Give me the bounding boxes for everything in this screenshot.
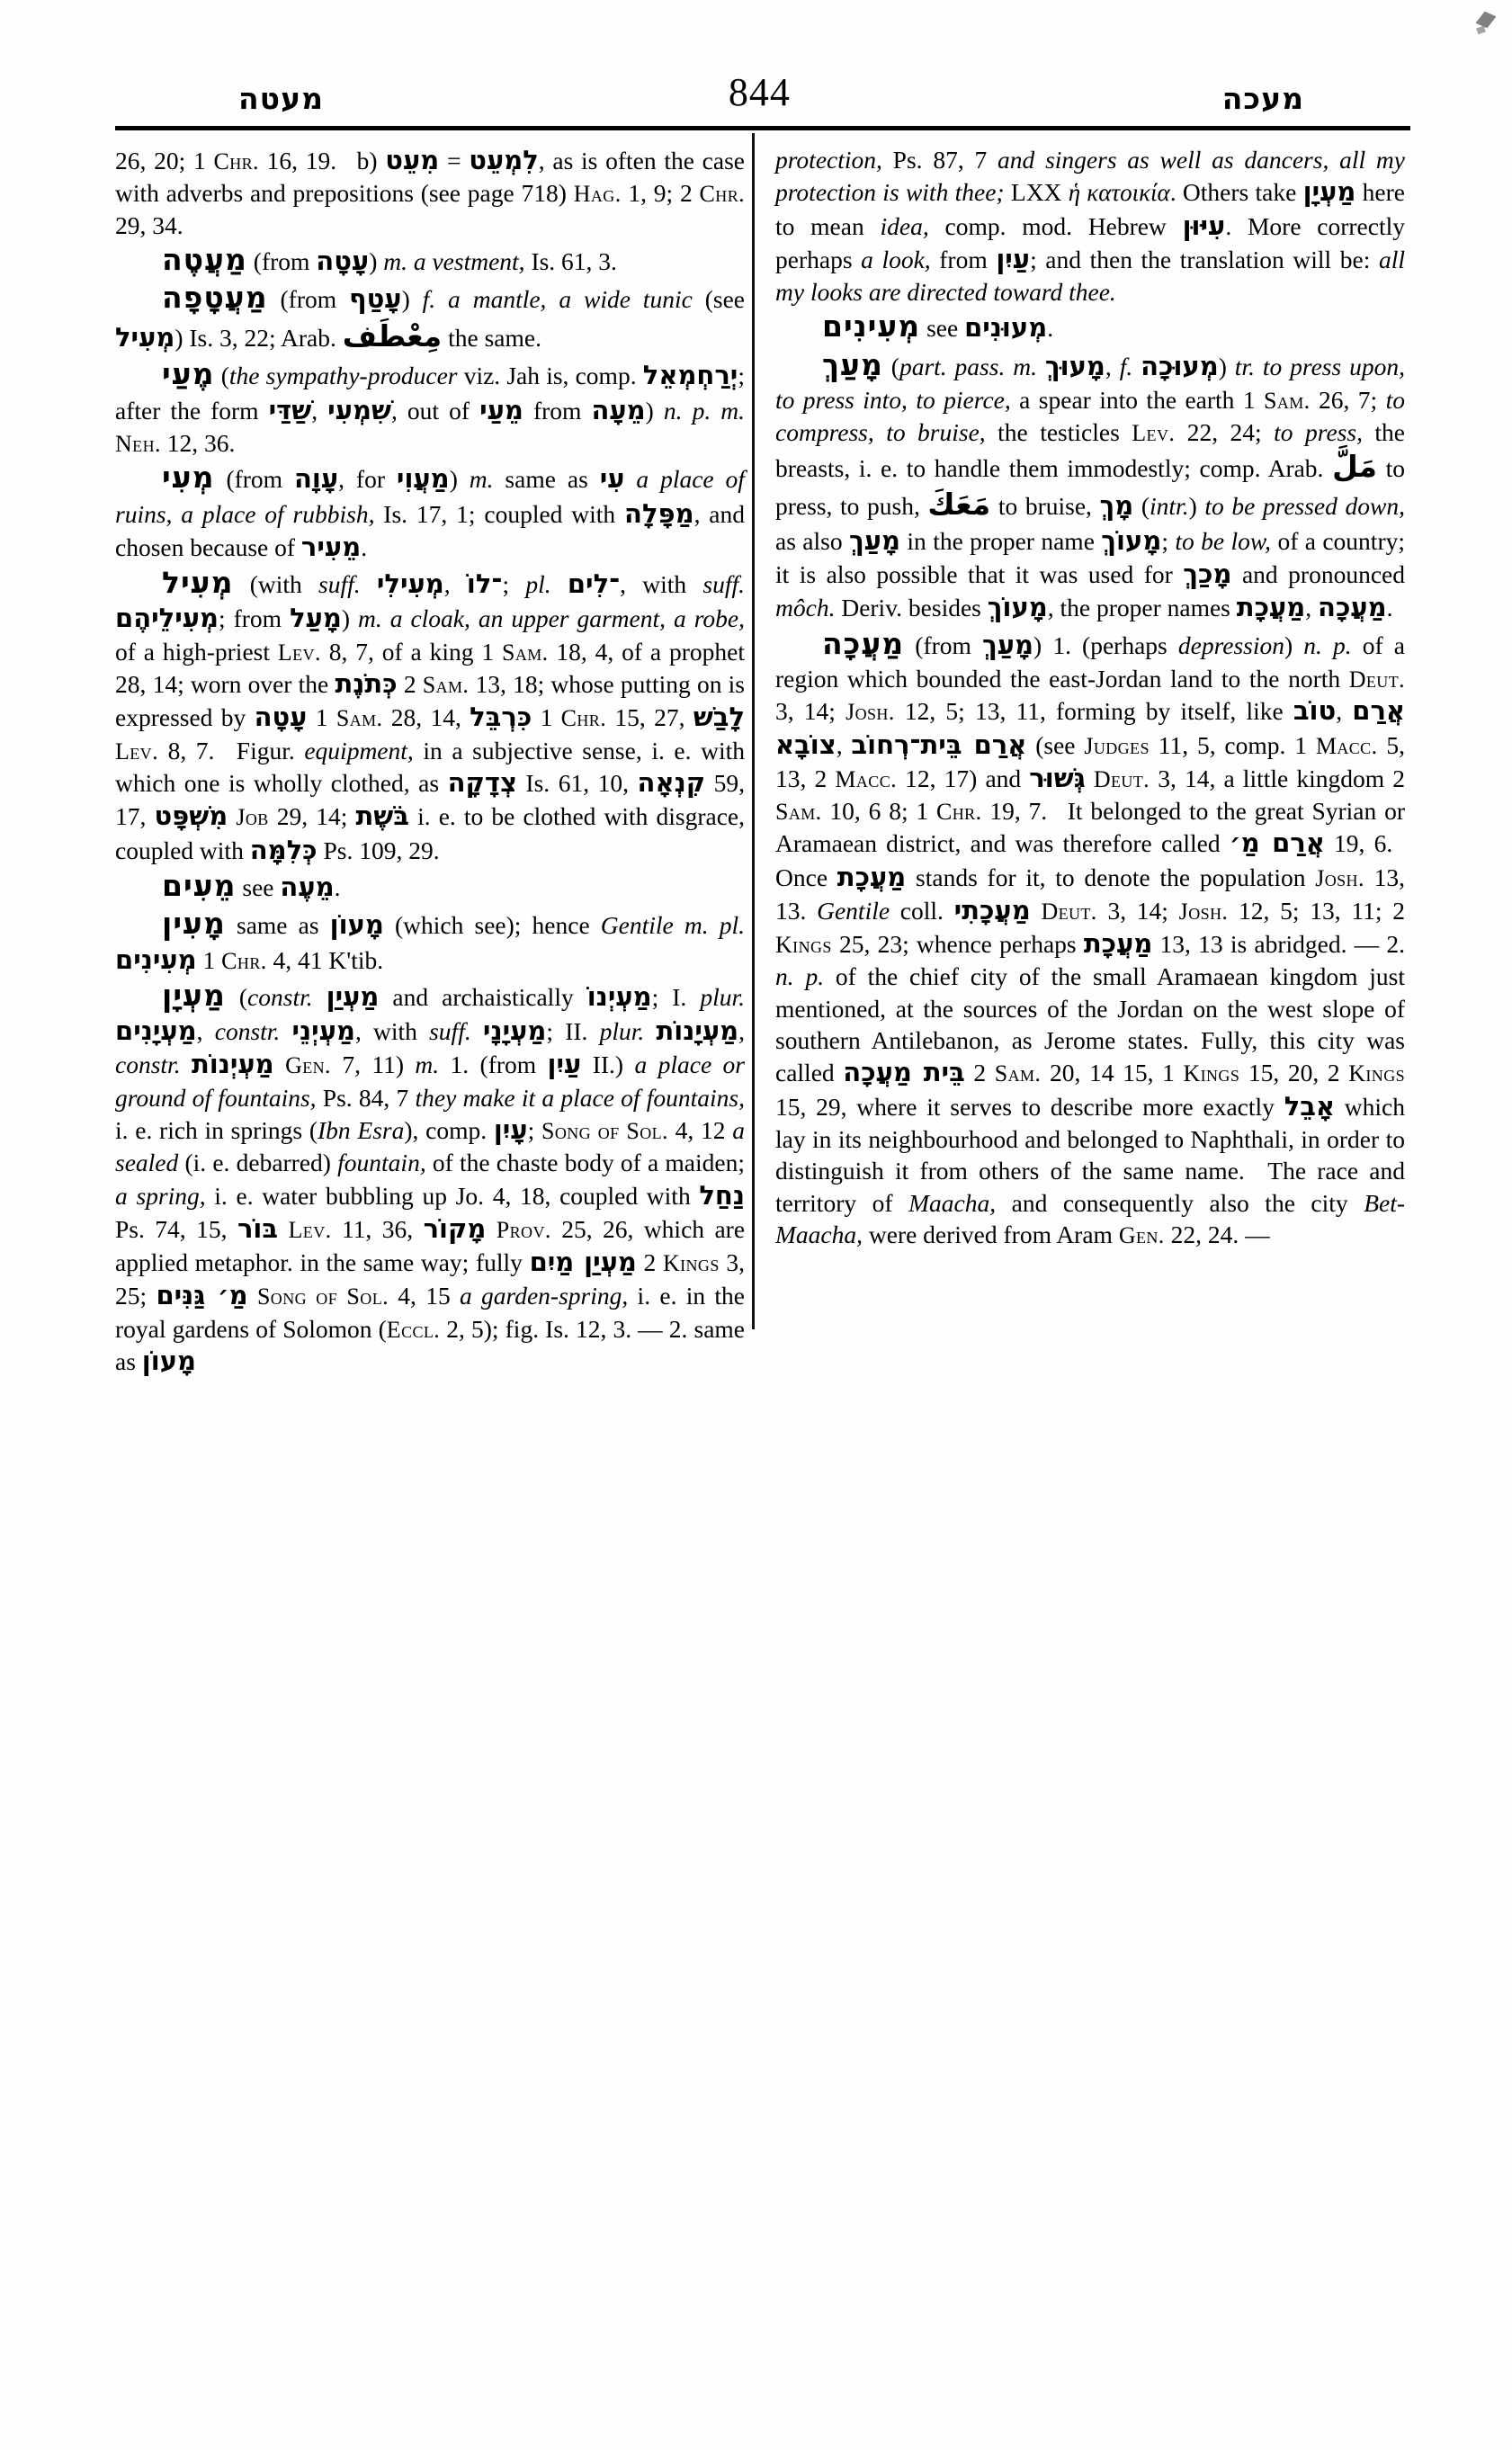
hebrew-word: מַעְיַן: [326, 980, 380, 1012]
italic-gloss: pl.: [525, 570, 551, 599]
italic-gloss: depression: [1177, 630, 1284, 659]
dictionary-entry: מְעִינִים see מְעוּנִים.: [822, 308, 1054, 344]
italic-gloss: suff.: [702, 570, 746, 599]
italic-gloss: a place or ground of fountains,: [115, 1051, 745, 1112]
hebrew-word: מַעְיָנָי: [482, 1015, 547, 1047]
hebrew-word: עָטַף: [349, 283, 402, 315]
italic-gloss: equipment,: [304, 736, 414, 765]
italic-gloss: n. p. m.: [663, 396, 746, 425]
italic-gloss: f.: [1119, 352, 1133, 380]
scripture-reference: Macc.: [1315, 732, 1378, 759]
italic-gloss: n. p.: [1303, 630, 1352, 659]
column-divider-rule: [752, 133, 755, 1329]
hebrew-word: שַׁדַּי: [268, 394, 312, 425]
entry-headword: מַעֲכָה: [822, 625, 905, 661]
hebrew-word: ־לוֹ: [466, 568, 503, 600]
italic-gloss: a spring,: [115, 1181, 206, 1210]
italic-gloss: plur.: [599, 1017, 645, 1046]
hebrew-word: מַעְיְנוֹת: [191, 1049, 274, 1080]
dictionary-entry: מָעַךְ (part. pass. m. מָעוּךְ, f. מְעוּכָה) tr. to press upon, to press into, to pierce, a spear into the earth 1 Sam. 26, 7; to compress, to bruise, the testicles Lev. 22, 24; to press, the breasts, i. e. to handle them immodestly; comp. Arab. مَلَّ to press, to push, مَعَكَ to bruise, מָךְ (intr.) to be pressed down, as also מָעַךְ in the proper name מָעוֹךְ; to be low, of a country; it is also possible that it was used for מָכַךְ and pronounced môch. Deriv. besides מָעוֹךְ, the proper names מַעֲכָת, מַעֲכָה.: [775, 346, 1406, 623]
entry-headword: מַעְיָן: [162, 977, 226, 1013]
italic-gloss: part. pass. m.: [899, 352, 1037, 380]
scripture-reference: Chr.: [699, 181, 745, 208]
hebrew-word: כִּרְבֵּל: [470, 702, 532, 733]
hebrew-word: מֵעִיר: [300, 531, 362, 562]
arabic-word: مَعَكَ: [927, 487, 991, 523]
hebrew-word: מֵעָה: [591, 394, 646, 425]
hebrew-word: מַעְיְנוֹ: [586, 980, 652, 1012]
italic-gloss: m. a vestment,: [383, 246, 525, 275]
dictionary-entry: מְעִיל (with suff. מְעִילִי, ־לוֹ; pl. ־לִים, with suff. מְעִילֵיהֶם; from מָעַל) m. a cloak, an upper garment, a robe, of a high-priest Lev. 8, 7, of a king 1 Sam. 18, 4, of a prophet 28, 14; worn over the כְּתֹנֶת 2 Sam. 13, 18; whose putting on is expressed by עָטָה 1 Sam. 28, 14, כִּרְבֵּל 1 Chr. 15, 27, לָבַשׁ Lev. 8, 7. Figur. equipment, in a subjective sense, i. e. with which one is wholly clothed, as צְדָקָה Is. 61, 10, קִנְאָה 59, 17, מִשְׁפָּט Job 29, 14; בֹּשֶׁת i. e. to be clothed with disgrace, coupled with כְּלִמָּה Ps. 109, 29.: [115, 565, 746, 865]
hebrew-word: לִמְעֵט: [469, 145, 539, 175]
hebrew-word: מַ׳ גַּנִּים: [156, 1280, 248, 1311]
hebrew-word: ־לִים: [567, 568, 621, 600]
hebrew-word: מָךְ: [1099, 490, 1134, 522]
hebrew-word: מָעוֹךְ: [1101, 524, 1162, 556]
dictionary-entry: מַעֲטָפָה (from עָטַף) f. a mantle, a wide tunic (see מְעִיל) Is. 3, 22; Arab. مِعْطَف the same.: [115, 280, 745, 353]
dictionary-entry: מַעֲטֶה (from עָטָה) m. a vestment, Is. 61, 3.: [162, 241, 617, 277]
scripture-reference: Chr.: [560, 705, 607, 732]
scripture-reference: Josh.: [1315, 864, 1364, 891]
hebrew-word: מַעְיָן: [1302, 176, 1356, 208]
italic-gloss: plur.: [700, 982, 745, 1011]
italic-gloss: suff.: [318, 570, 361, 599]
dictionary-entry: מָעִין same as מָעוֹן (which see); hence Gentile m. pl. מְעִינִים 1 Chr. 4, 41 K'tib.: [115, 906, 745, 975]
italic-gloss: a garden-spring,: [460, 1282, 629, 1310]
dictionary-entry: מַעְיָן (constr. מַעְיַן and archaistically מַעְיְנוֹ; I. plur. מַעְיָנִים, constr. מַעְיְנֵי, with suff. מַעְיָנָי; II. plur. מַעְיָנוֹת, constr. מַעְיְנוֹת Gen. 7, 11) m. 1. (from עַיִן II.) a place or ground of fountains, Ps. 84, 7 they make it a place of fountains, i. e. rich in springs (Ibn Esra), comp. עָיִן; Song of Sol. 4, 12 a sealed (i. e. debarred) fountain, of the chaste body of a maiden; a spring, i. e. water bubbling up Jo. 4, 18, coupled with נַחַל Ps. 74, 15, בּוֹר Lev. 11, 36, מָקוֹר Prov. 25, 26, which are applied metaphor. in the same way; fully מַעְיַן מַיִם 2 Kings 3, 25; מַ׳ גַּנִּים Song of Sol. 4, 15 a garden-spring, i. e. in the royal gardens of Solomon (Eccl. 2, 5); fig. Is. 12, 3. — 2. same as מָעוֹן: [115, 977, 746, 1377]
italic-gloss: Gentile: [817, 896, 890, 925]
dictionary-entry: מֵעִים see מֵעֶה.: [162, 867, 341, 903]
arabic-word: مَلَّ: [1332, 449, 1377, 484]
hebrew-word: מַעְיְנֵי: [291, 1015, 355, 1047]
scan-artifact: [1476, 12, 1497, 29]
left-text-column: [115, 144, 745, 1378]
scripture-reference: Josh.: [1178, 898, 1229, 925]
scripture-reference: Gen.: [285, 1052, 331, 1079]
hebrew-word: צְדָקָה: [447, 767, 517, 799]
hebrew-word: כְּלִמָּה: [249, 834, 318, 865]
running-head: [135, 52, 1394, 115]
scripture-reference: Deut.: [1348, 666, 1405, 693]
italic-gloss: the sympathy-producer: [228, 362, 458, 390]
scripture-reference: Kings: [1183, 1060, 1240, 1087]
scripture-reference: Job: [236, 804, 269, 831]
italic-gloss: Ibn Esra: [318, 1116, 405, 1145]
scripture-reference: Deut.: [1093, 765, 1150, 792]
entry-headword: מֵעִים: [162, 867, 237, 903]
scripture-reference: Prov.: [496, 1216, 551, 1243]
hebrew-word: מַעֲכָת: [1236, 592, 1306, 623]
italic-gloss: a place of ruins, a place of rubbish,: [115, 465, 745, 528]
greek-word: ἡ κατοικία: [1068, 179, 1170, 207]
hebrew-word: מַעֲכָה: [1318, 592, 1387, 623]
dictionary-entry: מְעִי (from עָוָה, for מַעֲוִי) m. same as עִי a place of ruins, a place of rubbish, Is. 17, 1; coupled with מַפָּלָה, and chosen because of מֵעִיר.: [115, 460, 745, 562]
scripture-reference: Sam.: [1264, 388, 1311, 415]
hebrew-word: מְעִילֵיהֶם: [115, 603, 219, 634]
running-head-right-headword: מעכה: [1221, 81, 1304, 116]
italic-gloss: a sealed: [115, 1116, 745, 1177]
italic-gloss: m.: [469, 465, 494, 494]
italic-gloss: protection,: [775, 146, 882, 174]
scripture-reference: Sam.: [336, 705, 383, 732]
hebrew-word: מָקוֹר: [423, 1212, 487, 1244]
dictionary-entry: 26, 20; 1 Chr. 16, 19. b) מִעֵט = לִמְעֵט, as is often the case with adverbs and prepositions (see page 718) Hag. 1, 9; 2 Chr. 29, 34.: [115, 145, 745, 239]
italic-gloss: idea,: [880, 211, 929, 240]
hebrew-word: מַעְיָנִים: [115, 1015, 197, 1047]
italic-gloss: a look,: [861, 245, 931, 273]
scripture-reference: Josh.: [845, 699, 895, 726]
italic-gloss: intr.: [1150, 492, 1189, 521]
hebrew-word: מַעֲכָת: [1083, 928, 1153, 960]
scripture-reference: Hag.: [573, 181, 622, 208]
hebrew-word: עָטָה: [316, 245, 370, 276]
italic-gloss: m. a cloak, an upper garment, a robe,: [358, 604, 745, 633]
scan-artifact: [1476, 26, 1486, 34]
italic-gloss: constr.: [115, 1051, 181, 1079]
dictionary-entry: מַעֲכָה (from מָעַךְ) 1. (perhaps depression) n. p. of a region which bounded the east-Jordan land to the north Deut. 3, 14; Josh. 12, 5; 13, 11, forming by itself, like טוֹב, אֲרַם צוֹבָא, אֲרַם בֵּית־רְחוֹב (see Judges 11, 5, comp. 1 Macc. 5, 13, 2 Macc. 12, 17) and גְּשׁוּר Deut. 3, 14, a little kingdom 2 Sam. 10, 6 8; 1 Chr. 19, 7. It belonged to the great Syrian or Aramaean district, and was therefore called אֲרַם מַ׳ 19, 6. Once מַעֲכָת stands for it, to denote the population Josh. 13, 13. Gentile coll. מַעֲכָתִי Deut. 3, 14; Josh. 12, 5; 13, 11; 2 Kings 25, 23; whence perhaps מַעֲכָת 13, 13 is abridged. — 2. n. p. of the chief city of the small Aramaean kingdom just mentioned, at the sources of the Jordan on the west slope of southern Antilebanon, as Jerome states. Fully, this city was called בֵּית מַעֲכָה 2 Sam. 20, 14 15, 1 Kings 15, 20, 2 Kings 15, 29, where it serves to describe more exactly אָבֵל which lay in its neighbourhood and belonged to Naphthali, in order to distinguish it from others of the same name. The race and territory of Maacha, and consequently also the city Bet-Maacha, were derived from Aram Gen. 22, 24. —: [775, 625, 1406, 1248]
italic-gloss: Bet-Maacha,: [775, 1188, 1406, 1248]
italic-gloss: n. p.: [775, 962, 825, 991]
hebrew-word: עַיִן: [996, 243, 1031, 274]
hebrew-word: אֲרַם בֵּית־רְחוֹב: [851, 729, 1027, 760]
hebrew-word: מַעֲוִי: [396, 463, 450, 495]
hebrew-word: מִשְׁפָּט: [154, 800, 228, 832]
hebrew-word: טוֹב: [1293, 695, 1337, 727]
italic-gloss: môch.: [775, 594, 836, 622]
scripture-reference: Lev.: [288, 1216, 332, 1243]
italic-gloss: tr. to press upon, to press into, to pierce,: [775, 352, 1405, 415]
italic-gloss: to compress, to bruise,: [775, 386, 1405, 446]
arabic-word: مِعْطَف: [342, 317, 443, 353]
hebrew-word: מְעִינִים: [115, 943, 197, 975]
running-head-left-headword: מעטה: [238, 81, 324, 116]
hebrew-word: קִנְאָה: [637, 767, 706, 799]
scripture-reference: Kings: [1348, 1060, 1406, 1087]
hebrew-word: כְּתֹנֶת: [335, 668, 398, 700]
hebrew-word: גְּשׁוּר: [1029, 762, 1086, 793]
hebrew-word: מָעַל: [290, 603, 342, 634]
scripture-reference: Eccl.: [386, 1316, 441, 1343]
italic-gloss: m.: [415, 1051, 440, 1079]
scripture-reference: Neh.: [115, 430, 161, 457]
italic-gloss: f. a mantle, a wide tunic: [422, 285, 693, 314]
hebrew-word: לָבַשׁ: [693, 702, 746, 733]
hebrew-word: מָעוֹךְ: [987, 592, 1048, 623]
scripture-reference: Kings: [662, 1250, 720, 1277]
hebrew-word: מָעַךְ: [849, 524, 901, 556]
entry-headword: מְעִי: [162, 460, 215, 496]
hebrew-word: יְרַחְמְאֵל: [642, 360, 738, 391]
entry-headword: מַעֲטֶה: [162, 241, 247, 277]
scripture-reference: Chr.: [213, 148, 259, 174]
scripture-reference: Song of Sol.: [256, 1283, 389, 1310]
italic-gloss: to be pressed down,: [1204, 492, 1405, 521]
dictionary-entry: protection, Ps. 87, 7 and singers as well as dancers, all my protection is with thee; LXX ἡ κατοικία. Others take מַעְיָן here to mean idea, comp. mod. Hebrew עִיּוּן. More correctly perhaps a look, from עַיִן; and then the translation will be: all my looks are directed toward thee.: [775, 146, 1406, 307]
hebrew-word: מִעֵט: [385, 145, 440, 175]
hebrew-word: נַחַל: [699, 1179, 745, 1211]
scripture-reference: Macc.: [835, 765, 898, 792]
entry-headword: מְעִינִים: [822, 308, 921, 344]
hebrew-word: מֵעֶה: [280, 871, 335, 902]
italic-gloss: to be low,: [1175, 526, 1272, 555]
scripture-reference: Sam.: [422, 672, 470, 699]
italic-gloss: Maacha,: [908, 1188, 997, 1217]
hebrew-word: עָטָה: [254, 702, 308, 733]
italic-gloss: constr.: [247, 982, 313, 1011]
scripture-reference: Sam.: [501, 639, 549, 666]
hebrew-word: מֵעַי: [479, 394, 523, 425]
scripture-reference: Sam.: [994, 1060, 1042, 1087]
italic-gloss: all my looks are directed toward thee.: [775, 245, 1405, 307]
hebrew-word: מָכַךְ: [1183, 559, 1232, 590]
italic-gloss: to press,: [1274, 417, 1363, 446]
italic-gloss: constr.: [214, 1017, 281, 1046]
hebrew-word: מָעוֹן: [141, 1346, 197, 1377]
hebrew-word: מַעְיָנוֹת: [656, 1015, 739, 1047]
scripture-reference: Sam.: [775, 799, 822, 826]
hebrew-word: עִיּוּן: [1182, 210, 1226, 241]
scripture-reference: Chr.: [936, 799, 982, 826]
italic-gloss: they make it a place of fountains,: [415, 1083, 746, 1112]
hebrew-word: מָעוֹן: [329, 909, 384, 941]
scripture-reference: Lev.: [277, 639, 321, 666]
hebrew-word: מָעוּךְ: [1044, 350, 1105, 381]
italic-gloss: suff.: [429, 1017, 471, 1046]
entry-headword: מֶעַי: [162, 356, 215, 392]
hebrew-word: מַפָּלָה: [624, 497, 694, 529]
dictionary-entry: מֶעַי (the sympathy-producer viz. Jah is, comp. יְרַחְמְאֵל; after the form שַׁדַּי, שִׁמְעִי, out of מֵעַי from מֵעָה) n. p. m. Neh. 12, 36.: [115, 356, 746, 457]
italic-gloss: Gentile m. pl.: [600, 911, 745, 940]
page-number: 844: [728, 70, 791, 114]
hebrew-word: מַעְיַן מַיִם: [529, 1247, 637, 1278]
hebrew-word: אֲרַם צוֹבָא: [775, 695, 1406, 760]
hebrew-word: מְעִיל: [115, 321, 175, 353]
scripture-reference: Kings: [775, 932, 832, 959]
scripture-reference: Chr.: [221, 947, 267, 974]
hebrew-word: מְעוּכָה: [1141, 350, 1219, 381]
hebrew-word: מְעִילִי: [376, 568, 444, 600]
scripture-reference: Judges: [1084, 732, 1150, 759]
hebrew-word: בּוֹר: [237, 1212, 279, 1244]
hebrew-word: עִי: [599, 463, 625, 495]
scripture-reference: Song of Sol.: [541, 1118, 668, 1145]
scripture-reference: Deut.: [1041, 898, 1097, 925]
hebrew-word: שִׁמְעִי: [327, 394, 391, 425]
scripture-reference: Lev.: [1132, 419, 1176, 446]
hebrew-word: עַיִן: [547, 1049, 582, 1080]
hebrew-word: בֹּשֶׁת: [355, 800, 409, 832]
hebrew-word: מַעֲכָתִי: [953, 894, 1031, 925]
header-rule: [115, 126, 1410, 130]
hebrew-word: מַעֲכָת: [837, 861, 907, 892]
hebrew-word: עָיִן: [493, 1114, 528, 1146]
hebrew-word: מָעַךְ: [982, 629, 1034, 660]
italic-gloss: fountain,: [337, 1149, 426, 1177]
scripture-reference: Gen.: [1118, 1221, 1165, 1248]
hebrew-word: אָבֵל: [1284, 1090, 1336, 1122]
italic-gloss: and singers as well as dancers, all my protection is with thee;: [775, 146, 1405, 207]
scripture-reference: Lev.: [115, 738, 158, 765]
hebrew-word: עָוָה: [293, 463, 339, 495]
entry-headword: מַעֲטָפָה: [162, 280, 268, 316]
hebrew-word: בֵּית מַעֲכָה: [843, 1057, 965, 1088]
entry-headword: מָעִין: [162, 906, 226, 942]
hebrew-word: אֲרַם מַ׳: [1229, 827, 1325, 859]
entry-headword: מָעַךְ: [822, 346, 883, 382]
right-text-column: [775, 144, 1405, 1250]
entry-headword: מְעִיל: [162, 565, 234, 601]
hebrew-word: מְעוּנִים: [964, 312, 1048, 344]
